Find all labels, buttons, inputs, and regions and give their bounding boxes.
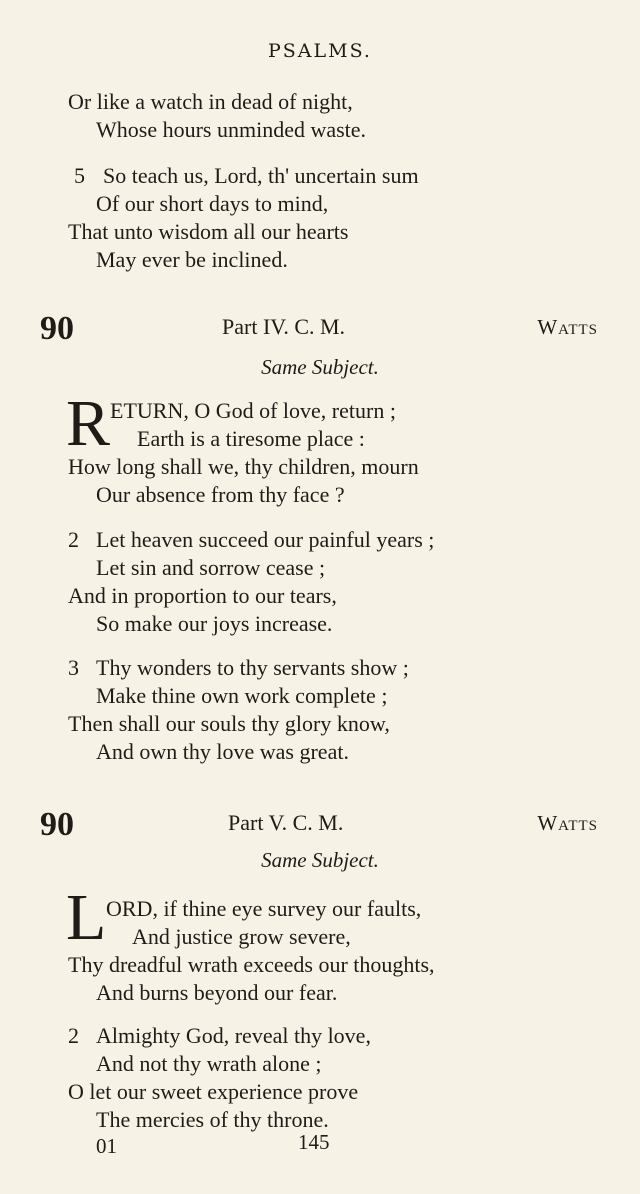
verse-line: Our absence from thy face ? xyxy=(96,482,345,507)
drop-cap: R xyxy=(66,387,111,460)
hymn-header xyxy=(0,806,640,846)
verse-line: And not thy wrath alone ; xyxy=(96,1051,322,1076)
verse-line: ETURN, O God of love, return ; xyxy=(110,398,396,423)
verse-line: The mercies of thy throne. xyxy=(96,1107,329,1132)
stanza-number: 2 xyxy=(68,527,79,552)
stanza-number: 2 xyxy=(68,1023,79,1048)
verse-line: Earth is a tiresome place : xyxy=(137,426,365,451)
verse-line: How long shall we, thy children, mourn xyxy=(68,454,419,479)
verse-line: Then shall our souls thy glory know, xyxy=(68,711,390,736)
hymn-subject: Same Subject. xyxy=(261,355,379,379)
verse-line: That unto wisdom all our hearts xyxy=(68,219,349,244)
verse-line: Almighty God, reveal thy love, xyxy=(96,1023,371,1048)
verse-line: Thy dreadful wrath exceeds our thoughts, xyxy=(68,952,435,977)
verse-line: Of our short days to mind, xyxy=(96,191,329,216)
running-head: PSALMS. xyxy=(268,40,372,62)
hymn-meter: Part IV. C. M. xyxy=(222,314,346,339)
verse-line: And justice grow severe, xyxy=(132,924,351,949)
hymn-header xyxy=(0,310,640,350)
verse-line: ORD, if thine eye survey our faults, xyxy=(106,896,422,921)
verse-line: Make thine own work complete ; xyxy=(96,683,388,708)
verse-line: And in proportion to our tears, xyxy=(68,583,337,608)
verse-line: Or like a watch in dead of night, xyxy=(68,89,353,114)
verse-line: Let heaven succeed our painful years ; xyxy=(96,527,435,552)
hymn-subject: Same Subject. xyxy=(261,848,379,872)
hymn-author: Watts xyxy=(537,811,598,835)
verse-line: Thy wonders to thy servants show ; xyxy=(96,655,409,680)
page-number: 145 xyxy=(298,1130,330,1154)
verse-line: Whose hours unminded waste. xyxy=(96,117,367,142)
verse-line: And burns beyond our fear. xyxy=(96,980,338,1005)
hymn-meter: Part V. C. M. xyxy=(228,810,344,835)
drop-cap: L xyxy=(66,881,107,954)
stanza-number: 5 xyxy=(74,163,85,188)
verse-line: Let sin and sorrow cease ; xyxy=(96,555,326,580)
verse-line: So teach us, Lord, th' uncertain sum xyxy=(103,163,419,188)
hymn-author: Watts xyxy=(537,315,598,339)
hymn-number: 90 xyxy=(40,310,74,347)
stanza-number: 3 xyxy=(68,655,79,680)
verse-line: So make our joys increase. xyxy=(96,611,333,636)
verse-line: May ever be inclined. xyxy=(96,247,288,272)
hymn-number: 90 xyxy=(40,806,74,843)
signature-mark: 01 xyxy=(96,1134,117,1158)
verse-line: O let our sweet experience prove xyxy=(68,1079,359,1104)
verse-line: And own thy love was great. xyxy=(96,739,349,764)
